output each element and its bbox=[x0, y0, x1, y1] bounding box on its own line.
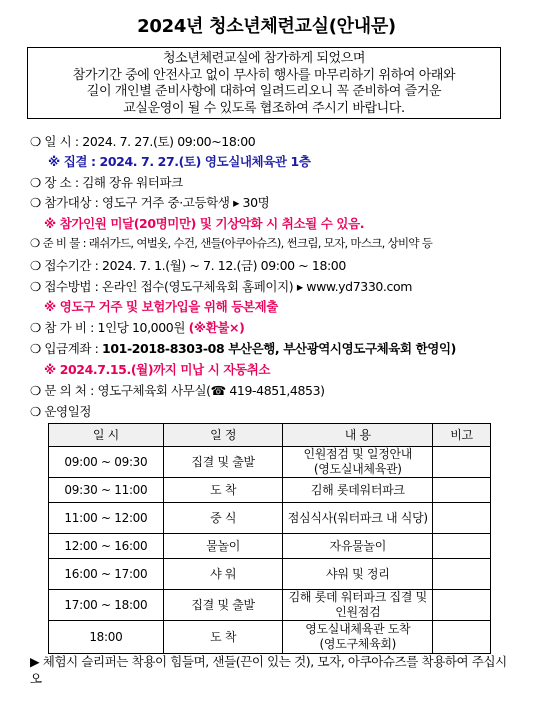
cell-time: 09:00 ~ 09:30 bbox=[49, 447, 164, 478]
cell-note bbox=[433, 478, 491, 503]
cell-time: 11:00 ~ 12:00 bbox=[49, 503, 164, 534]
schedule-heading: ❍ 운영일정 bbox=[30, 404, 92, 419]
fee-item bbox=[30, 318, 244, 336]
notice-line: 참가기간 중에 안전사고 없이 무사히 행사를 마무리하기 위하여 아래와 bbox=[72, 67, 456, 83]
method-note: ※ 영도구 거주 및 보험가입을 위해 등본제출 bbox=[44, 299, 278, 314]
fee-label: ❍ 참 가 비 : 1인당 10,000원 bbox=[30, 320, 189, 335]
period-item: ❍ 접수기간 : 2024. 7. 1.(월) ~ 7. 12.(금) 09:00 ~ 18:00 bbox=[30, 258, 346, 273]
account-label: ❍ 입금계좌 : bbox=[30, 341, 103, 356]
gather-note: ※ 집결 : 2024. 7. 27.(토) 영도실내체육관 1층 bbox=[48, 154, 311, 169]
cell-content: 영도실내체육관 도착 (영도구체육회) bbox=[283, 621, 433, 654]
fee-note: (※환불×) bbox=[188, 320, 245, 335]
cell-event: 집결 및 출발 bbox=[163, 590, 283, 621]
cell-event: 도 착 bbox=[163, 621, 283, 654]
cell-note bbox=[433, 559, 491, 590]
footer-note: ▶ 체험시 슬리퍼는 착용이 힘들며, 샌들(끈이 있는 것), 모자, 아쿠아슈즈를 착용하여 주십시오 bbox=[30, 654, 507, 686]
cell-time: 09:30 ~ 11:00 bbox=[49, 478, 164, 503]
table-row bbox=[49, 621, 491, 654]
cell-event: 도 착 bbox=[163, 478, 283, 503]
cell-content: 김해 롯데워터파크 bbox=[283, 478, 433, 503]
header-note: 비고 bbox=[433, 424, 491, 447]
cell-content: 점심식사(워터파크 내 식당) bbox=[283, 503, 433, 534]
method-item: ❍ 접수방법 : 온라인 접수(영도구체육회 홈페이지) ▸ www.yd7330.com bbox=[30, 279, 412, 294]
date-item: ❍ 일 시 : 2024. 7. 27.(토) 09:00~18:00 bbox=[30, 134, 256, 149]
target-item: ❍ 참가대상 : 영도구 거주 중·고등학생 ▸ 30명 bbox=[30, 195, 270, 210]
cell-content: 김해 롯데 워터파크 집결 및 인원점검 bbox=[283, 590, 433, 621]
target-note: ※ 참가인원 미달(20명미만) 및 기상악화 시 취소될 수 있음. bbox=[44, 216, 365, 231]
table-row bbox=[49, 590, 491, 621]
header-content: 내 용 bbox=[283, 424, 433, 447]
cell-note bbox=[433, 447, 491, 478]
cell-note bbox=[433, 503, 491, 534]
contact-item: ❍ 문 의 처 : 영도구체육회 사무실(☎ 419-4851,4853) bbox=[30, 383, 325, 398]
cell-event: 집결 및 출발 bbox=[163, 447, 283, 478]
table-row bbox=[49, 447, 491, 478]
cell-content: 인원점검 및 일정안내 (영도실내체육관) bbox=[283, 447, 433, 478]
cell-time: 16:00 ~ 17:00 bbox=[49, 559, 164, 590]
table-row bbox=[49, 503, 491, 534]
table-row bbox=[49, 534, 491, 559]
account-value: 101-2018-8303-08 부산은행, 부산광역시영도구체육회 한영익) bbox=[102, 341, 456, 356]
table-header-row bbox=[49, 424, 491, 447]
cell-event: 샤 워 bbox=[163, 559, 283, 590]
account-item bbox=[30, 339, 456, 357]
notice-line: 교실운영이 될 수 있도록 협조하여 주시기 바랍니다. bbox=[123, 100, 405, 116]
cell-time: 12:00 ~ 16:00 bbox=[49, 534, 164, 559]
schedule-table bbox=[48, 423, 491, 654]
notice-line: 청소년체련교실에 참가하게 되었으며 bbox=[163, 51, 365, 66]
table-row bbox=[49, 559, 491, 590]
cell-time: 18:00 bbox=[49, 621, 164, 654]
cell-content: 샤워 및 정리 bbox=[283, 559, 433, 590]
page-title: 2024년 청소년체련교실(안내문) bbox=[137, 16, 396, 37]
place-item: ❍ 장 소 : 김해 장유 워터파크 bbox=[30, 175, 183, 190]
cell-content: 자유물놀이 bbox=[283, 534, 433, 559]
header-event: 일 정 bbox=[163, 424, 283, 447]
table-row bbox=[49, 478, 491, 503]
notice-line: 길이 개인별 준비사항에 대하여 일려드리오니 꼭 준비하여 즐거운 bbox=[86, 84, 442, 99]
cell-event: 중 식 bbox=[163, 503, 283, 534]
auto-cancel-note: ※ 2024.7.15.(월)까지 미납 시 자동취소 bbox=[44, 362, 271, 377]
cell-note bbox=[433, 534, 491, 559]
notice-box bbox=[27, 47, 501, 119]
cell-note bbox=[433, 590, 491, 621]
cell-time: 17:00 ~ 18:00 bbox=[49, 590, 164, 621]
cell-event: 물놀이 bbox=[163, 534, 283, 559]
cell-note bbox=[433, 621, 491, 654]
supplies-item: ❍ 준 비 물 : 래쉬가드, 여벌옷, 수건, 샌들(아쿠아슈즈), 썬크림, 모자, 마스크, 상비약 등 bbox=[30, 236, 433, 250]
header-time: 일 시 bbox=[49, 424, 164, 447]
